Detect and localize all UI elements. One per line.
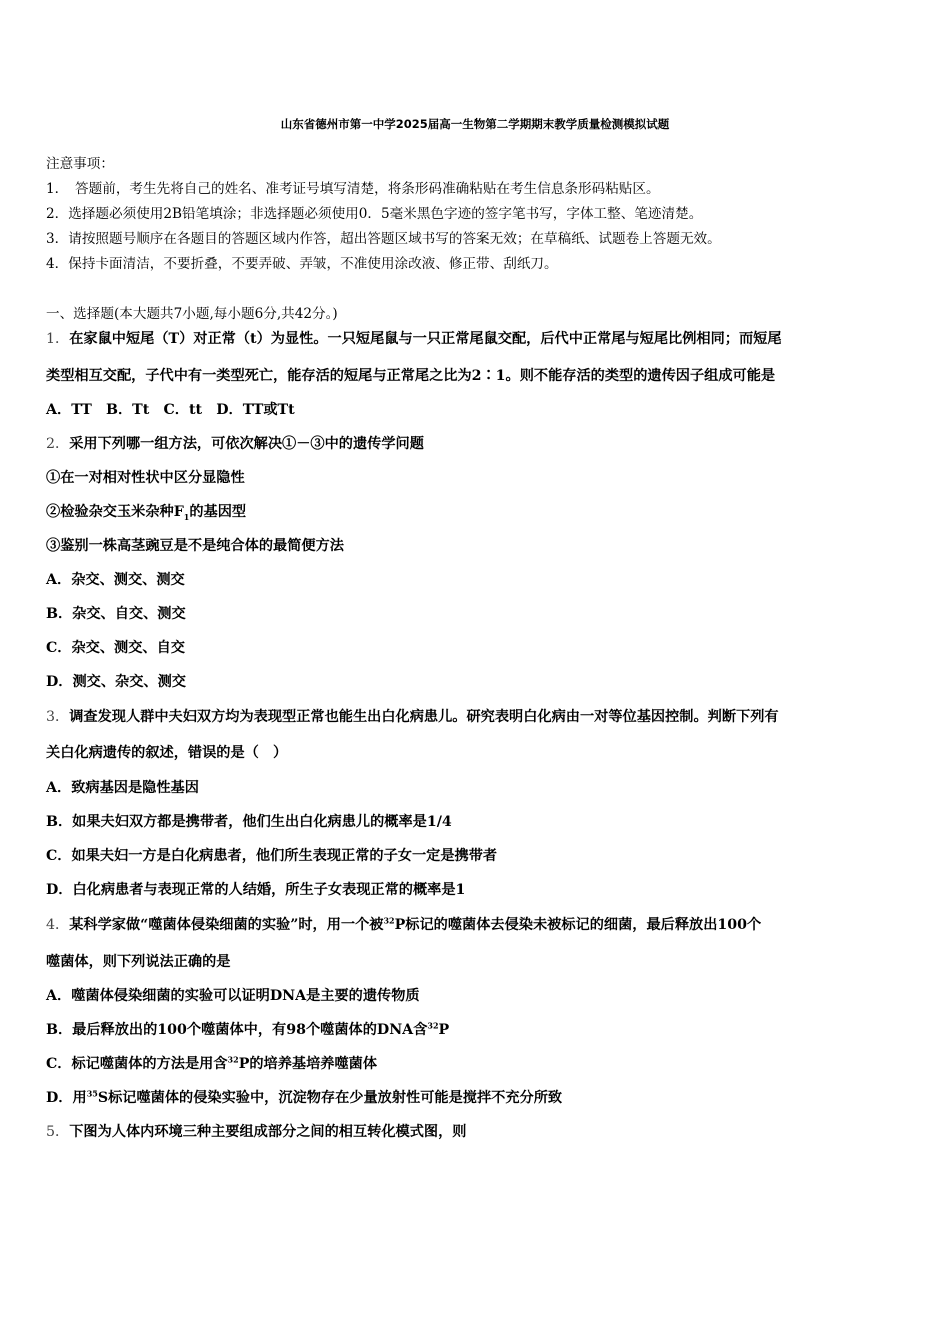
- option-text: B．最后释放出的100个噬菌体中，有98个噬菌体的DNA含: [46, 1022, 428, 1038]
- question-2-option-c: C．杂交、测交、自交: [46, 640, 185, 656]
- question-3-option-c: C．如果夫妇一方是白化病患者，他们所生表现正常的子女一定是携带者: [46, 848, 498, 864]
- question-2-item-2: [46, 501, 916, 521]
- subscript: 1: [183, 511, 190, 522]
- question-5: [46, 1121, 916, 1141]
- question-3-option-a: A．致病基因是隐性基因: [46, 780, 199, 796]
- question-2-item-1: ①在一对相对性状中区分显隐性: [46, 470, 245, 486]
- notice-item-4: 4．保持卡面清洁，不要折叠，不要弄破、弄皱，不准使用涂改液、修正带、刮纸刀。: [46, 256, 558, 272]
- question-number: 4．: [46, 917, 70, 933]
- question-number: 2．: [46, 436, 70, 452]
- question-4-line-2: 噬菌体，则下列说法正确的是: [46, 954, 231, 970]
- question-number: 3．: [46, 709, 70, 725]
- question-1-line-2: 类型相互交配，子代中有一类型死亡，能存活的短尾与正常尾之比为2∶1。则不能存活的类型的遗传因子组成可能是: [46, 368, 776, 384]
- question-text: 在家鼠中短尾（T）对正常（t）为显性。一只短尾鼠与一只正常尾鼠交配，后代中正常尾与短尾比例相同；而短尾: [69, 331, 782, 347]
- notice-item-3: 3．请按照题号顺序在各题目的答题区域内作答，超出答题区域书写的答案无效；在草稿纸、试题卷上答题无效。: [46, 231, 721, 247]
- question-text: 下图为人体内环境三种主要组成部分之间的相互转化模式图，则: [69, 1124, 467, 1140]
- superscript: 32: [227, 1054, 239, 1065]
- question-4-option-c: [46, 1053, 916, 1073]
- question-number: 1．: [46, 331, 70, 347]
- question-2-option-b: B．杂交、自交、测交: [46, 606, 186, 622]
- page-title: 山东省德州市第一中学2025届高一生物第二学期期末教学质量检测模拟试题: [280, 117, 670, 131]
- question-1: [46, 328, 916, 348]
- question-4-option-a: A．噬菌体侵染细菌的实验可以证明DNA是主要的遗传物质: [46, 988, 420, 1004]
- notice-item-1: 1． 答题前，考生先将自己的姓名、准考证号填写清楚，将条形码准确粘贴在考生信息条形码粘贴区。: [46, 181, 660, 197]
- question-3-option-d: D．白化病患者与表现正常的人结婚，所生子女表现正常的概率是1: [46, 882, 466, 898]
- question-4-option-b: [46, 1019, 916, 1039]
- option-text: P的培养基培养噬菌体: [238, 1056, 378, 1072]
- superscript: 32: [427, 1020, 439, 1031]
- question-4-option-d: [46, 1087, 916, 1107]
- option-text: C．标记噬菌体的方法是用含: [46, 1056, 228, 1072]
- question-text: 采用下列哪一组方法，可依次解决①－③中的遗传学问题: [69, 436, 424, 452]
- question-3-line-2: 关白化病遗传的叙述，错误的是（ ）: [46, 745, 288, 761]
- superscript: 35: [86, 1088, 98, 1099]
- question-2-option-a: A．杂交、测交、测交: [46, 572, 185, 588]
- section-heading: 一、选择题(本大题共7小题,每小题6分,共42分。): [46, 306, 338, 322]
- question-text: 某科学家做“噬菌体侵染细菌的实验”时，用一个被: [69, 917, 384, 933]
- question-number: 5．: [46, 1124, 70, 1140]
- question-2-option-d: D．测交、杂交、测交: [46, 674, 186, 690]
- item-text: 的基因型: [189, 504, 247, 520]
- notice-heading: 注意事项：: [46, 156, 114, 172]
- question-1-options: A．TT B．Tt C．tt D．TT或Tt: [46, 402, 295, 418]
- question-3: [46, 706, 916, 726]
- question-text: 调查发现人群中夫妇双方均为表现型正常也能生出白化病患儿。研究表明白化病由一对等位基因控制。判断下列有: [69, 709, 779, 725]
- superscript: 32: [383, 915, 395, 926]
- option-text: P: [438, 1022, 450, 1038]
- question-3-option-b: B．如果夫妇双方都是携带者，他们生出白化病患儿的概率是1/4: [46, 814, 452, 830]
- option-text: S标记噬菌体的侵染实验中，沉淀物存在少量放射性可能是搅拌不充分所致: [97, 1090, 563, 1106]
- option-text: D．用: [46, 1090, 87, 1106]
- question-4: [46, 914, 916, 934]
- notice-item-2: 2．选择题必须使用2B铅笔填涂；非选择题必须使用0．5毫米黑色字迹的签字笔书写，字体工整、笔迹清楚。: [46, 206, 703, 222]
- question-2: [46, 433, 916, 453]
- item-text: ②检验杂交玉米杂种F: [46, 504, 184, 520]
- question-2-item-3: ③鉴别一株高茎豌豆是不是纯合体的最简便方法: [46, 538, 344, 554]
- question-text: P标记的噬菌体去侵染未被标记的细菌，最后释放出100个: [394, 917, 762, 933]
